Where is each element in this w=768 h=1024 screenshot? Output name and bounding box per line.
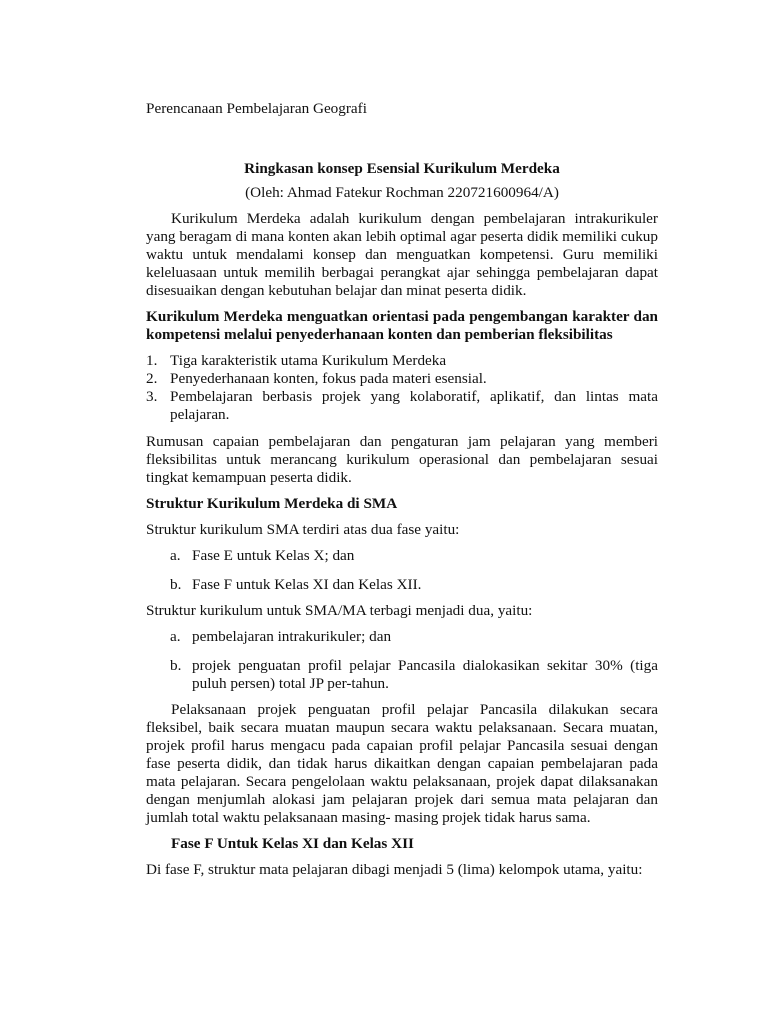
list-item — [170, 628, 658, 646]
list-item-text: Fase F untuk Kelas XI dan Kelas XII. — [192, 576, 422, 593]
list-item-text: Tiga karakteristik utama Kurikulum Merdeka — [170, 352, 447, 369]
struktur-intro: Struktur kurikulum SMA terdiri atas dua fase yaitu: — [146, 521, 460, 538]
list-item — [146, 388, 658, 424]
list-item-text: Pembelajaran berbasis projek yang kolaboratif, aplikatif, dan lintas mata pelajaran. — [170, 388, 658, 423]
list-marker: 2. — [146, 370, 158, 387]
list-item-text: projek penguatan profil pelajar Pancasila dialokasikan sekitar 30% (tiga puluh persen) total JP per-tahun. — [192, 657, 658, 692]
document-title: Ringkasan konsep Esensial Kurikulum Merdeka — [244, 160, 560, 177]
fase-list — [146, 547, 658, 594]
list-marker: b. — [170, 576, 182, 593]
pelaksanaan-paragraph: Pelaksanaan projek penguatan profil pelajar Pancasila dilakukan secara fleksibel, baik secara muatan maupun secara waktu pelaksanaan. Secara muatan, projek profil harus mengacu pada capaian profil pelajar Pancasila sesuai dengan fase peserta didik, dan tidak harus dikaitkan dengan capaian pembelajaran pada mata pelajaran. Secara pengelolaan waktu pelaksanaan, projek dapat dilaksanakan dengan menjumlah alokasi jam pelajaran projek dari semua mata pelajaran dan jumlah total waktu pelaksanaan masing- masing projek tidak harus sama. — [146, 701, 658, 826]
fase-f-paragraph: Di fase F, struktur mata pelajaran dibagi menjadi 5 (lima) kelompok utama, yaitu: — [146, 861, 643, 878]
heading-fase-f: Fase F Untuk Kelas XI dan Kelas XII — [171, 835, 414, 852]
list-item-text: Fase E untuk Kelas X; dan — [192, 547, 355, 564]
list-item — [146, 370, 658, 388]
bagian-list — [146, 628, 658, 693]
list-item-text: Penyederhanaan konten, fokus pada materi esensial. — [170, 370, 487, 387]
list-item — [170, 576, 658, 594]
list-item — [170, 657, 658, 693]
heading-struktur: Struktur Kurikulum Merdeka di SMA — [146, 495, 398, 512]
document-author: (Oleh: Ahmad Fatekur Rochman 220721600964/A) — [245, 184, 559, 201]
list-item-text: pembelajaran intrakurikuler; dan — [192, 628, 392, 645]
heading-orientasi: Kurikulum Merdeka menguatkan orientasi pada pengembangan karakter dan kompetensi melalui penyederhanaan konten dan pemberian fleksibilitas — [146, 308, 658, 343]
list-marker: a. — [170, 628, 181, 645]
list-marker: b. — [170, 657, 182, 674]
document-header: Perencanaan Pembelajaran Geografi — [146, 100, 367, 117]
list-item — [170, 547, 658, 565]
list-marker: 3. — [146, 388, 158, 405]
karakteristik-list — [146, 352, 658, 424]
struktur-ma-intro: Struktur kurikulum untuk SMA/MA terbagi menjadi dua, yaitu: — [146, 602, 533, 619]
list-item — [146, 352, 658, 370]
list-marker: a. — [170, 547, 181, 564]
rumusan-paragraph: Rumusan capaian pembelajaran dan pengaturan jam pelajaran yang memberi fleksibilitas untuk merancang kurikulum operasional dan pembelajaran sesuai tingkat kemampuan peserta didik. — [146, 433, 658, 486]
intro-paragraph: Kurikulum Merdeka adalah kurikulum dengan pembelajaran intrakurikuler yang beragam di mana konten akan lebih optimal agar peserta didik memiliki cukup waktu untuk mendalami konsep dan menguatkan kompetensi. Guru memiliki keleluasaan untuk memilih berbagai perangkat ajar sehingga pembelajaran dapat disesuaikan dengan kebutuhan belajar dan minat peserta didik. — [146, 210, 658, 299]
list-marker: 1. — [146, 352, 158, 369]
